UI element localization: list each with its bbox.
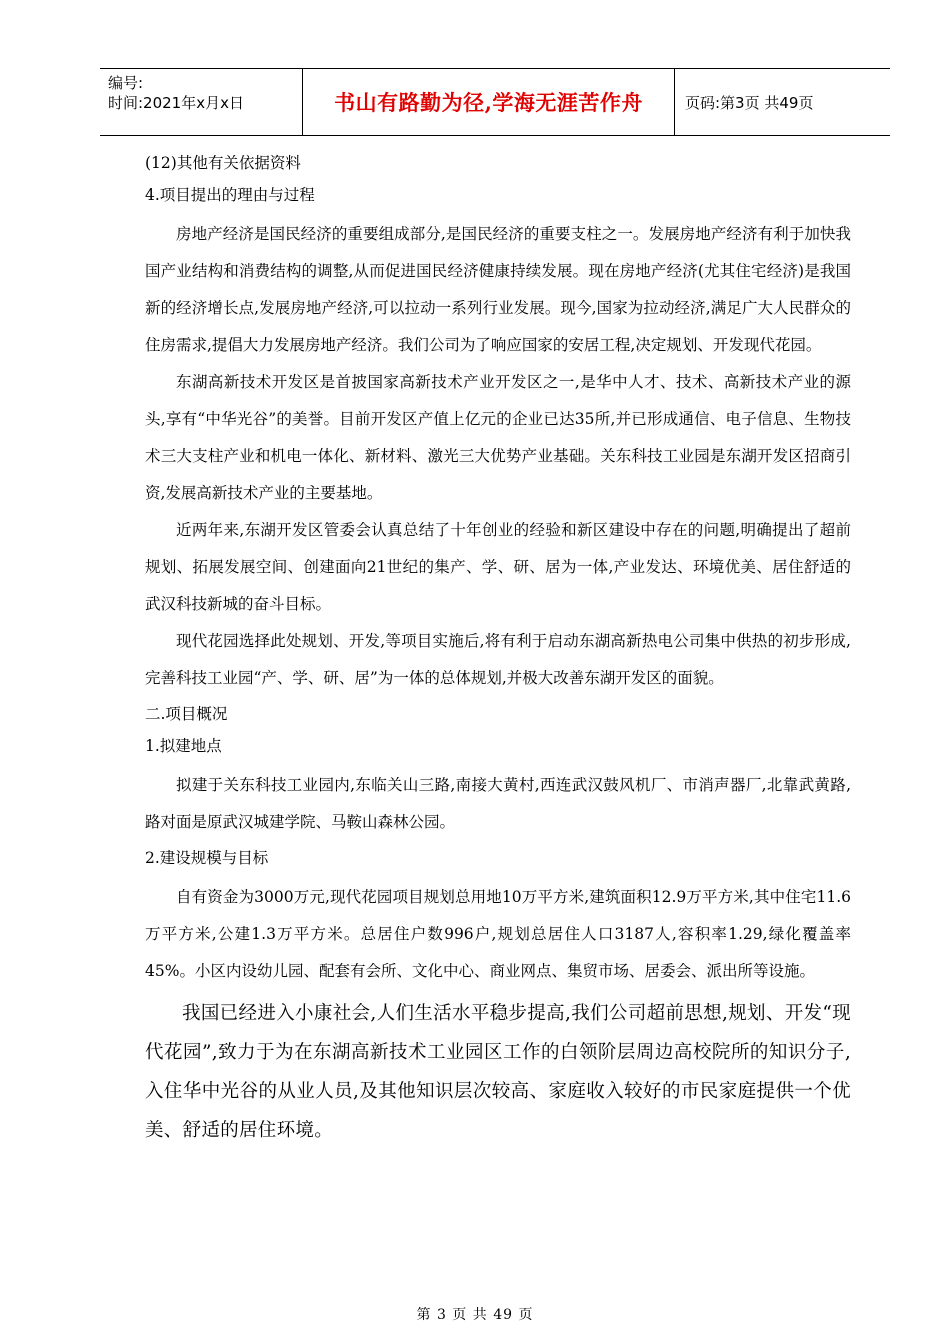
paragraph-2: 东湖高新技术开发区是首披国家高新技术产业开发区之一,是华中人才、技术、高新技术产业的源头,享有“中华光谷”的美誉。目前开发区产值上亿元的企业已达35所,并已形成通信、电子信息、生物技术三大支柱产业和机电一体化、新材料、激光三大优势产业基础。关东科技工业园是东湖开发区招商引资,发展高新技术产业的主要基地。 xyxy=(145,373,851,502)
paragraph-5: 拟建于关东科技工业园内,东临关山三路,南接大黄村,西连武汉鼓风机厂、市消声器厂,北靠武黄路,路对面是原武汉城建学院、马鞍山森林公园。 xyxy=(145,776,851,831)
item-12: (12)其他有关依据资料 xyxy=(145,154,301,172)
section-4-title: 4.项目提出的理由与过程 xyxy=(145,186,315,204)
document-body xyxy=(145,152,851,1150)
section-2-title: 二.项目概况 xyxy=(145,705,228,723)
page-footer: 第 3 页 共 49 页 xyxy=(416,1307,534,1323)
paragraph-7: 我国已经进入小康社会,人们生活水平稳步提高,我们公司超前思想,规划、开发“现代花园”,致力于为在东湖高新技术工业园区工作的白领阶层周边高校院所的知识分子,入住华中光谷的从业人员,及其他知识层次较高、家庭收入较好的市民家庭提供一个优美、舒适的居住环境。 xyxy=(145,1003,851,1141)
subsection-2-title: 2.建设规模与目标 xyxy=(145,849,269,867)
paragraph-3: 近两年来,东湖开发区管委会认真总结了十年创业的经验和新区建设中存在的问题,明确提出了超前规划、拓展发展空间、创建面向21世纪的集产、学、研、居为一体,产业发达、环境优美、居住舒适的武汉科技新城的奋斗目标。 xyxy=(145,521,851,613)
paragraph-6: 自有资金为3000万元,现代花园项目规划总用地10万平方米,建筑面积12.9万平方米,其中住宅11.6万平方米,公建1.3万平方米。总居住户数996户,规划总居住人口3187人,容积率1.29,绿化覆盖率45%。小区内设幼儿园、配套有会所、文化中心、商业网点、集贸市场、居委会、派出所等设施。 xyxy=(145,888,851,980)
paragraph-4: 现代花园选择此处规划、开发,等项目实施后,将有利于启动东湖高新热电公司集中供热的初步形成,完善科技工业园“产、学、研、居”为一体的总体规划,并极大改善东湖开发区的面貌。 xyxy=(145,632,851,687)
subsection-1-title: 1.拟建地点 xyxy=(145,737,222,755)
time-label: 时间:2021年x月x日 xyxy=(108,94,244,112)
code-label: 编号: xyxy=(108,74,144,92)
paragraph-1: 房地产经济是国民经济的重要组成部分,是国民经济的重要支柱之一。发展房地产经济有利于加快我国产业结构和消费结构的调整,从而促进国民经济健康持续发展。现在房地产经济(尤其住宅经济)是我国新的经济增长点,发展房地产经济,可以拉动一系列行业发展。现今,国家为拉动经济,满足广大人民群众的住房需求,提倡大力发展房地产经济。我们公司为了响应国家的安居工程,决定规划、开发现代花园。 xyxy=(145,225,851,354)
header-left-cell xyxy=(100,69,302,135)
header-table xyxy=(100,68,890,136)
page-info: 页码:第3页 共49页 xyxy=(685,93,814,112)
motto: 书山有路勤为径,学海无涯苦作舟 xyxy=(302,69,675,135)
